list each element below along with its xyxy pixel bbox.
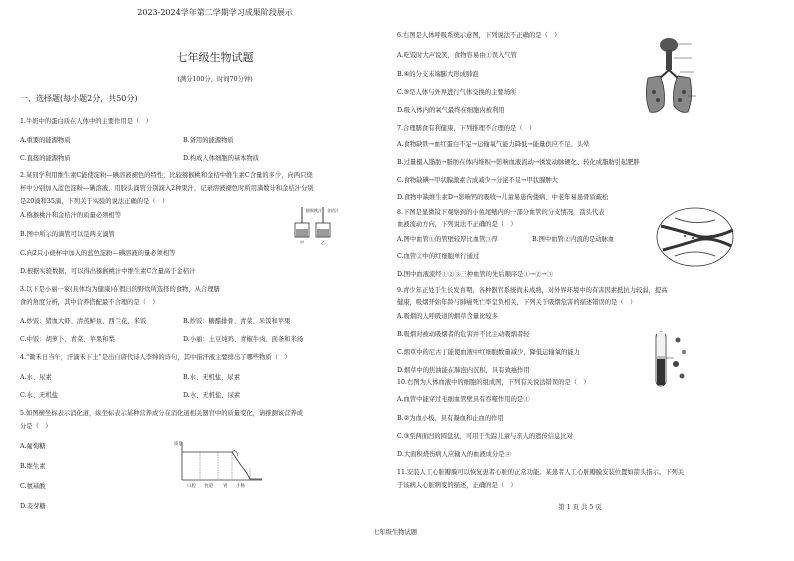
fig2-label-a: 猕猴桃汁	[306, 208, 322, 213]
fig5-xlabel-stomach: 胃	[223, 484, 228, 489]
question-1: 1.牛奶中的蛋白质在人体中的主要作用是（ ）	[20, 118, 152, 125]
fig2-label-b: 金桔汁	[327, 208, 339, 213]
fig5-ylabel: 质量	[174, 442, 183, 447]
fig2-cup-a: 甲	[300, 240, 304, 245]
q9-option-c: C.烟草中的尼古丁能使血液中红细胞数量减少，降低运输氧的能力	[397, 349, 580, 356]
fish-tail-vessel-figure	[655, 206, 739, 268]
q9-option-b: B.吸烟对被动吸烟者的危害并不比主动吸烟者轻	[397, 331, 530, 338]
fig5-xlabel-small-intestine: 小肠	[236, 484, 245, 489]
question-2-line-1: 2.某同学利用维生素C能使淀粉—碘溶液褪色的特性，比较猕猴桃和金桔中维生素C含量的多少，向两只烧	[20, 172, 313, 179]
question-5-line-1: 5.如图横坐标表示消化道，纵坐标表示某种营养成分在消化道相关器官中的质量变化，请推测该营养成	[20, 410, 304, 417]
q4-option-b: B.水、无机盐、尿素	[183, 374, 241, 381]
q8-option-b: B.图中血管②内流的是动脉血	[532, 236, 615, 243]
q4-option-a: A.水、尿素	[20, 374, 52, 381]
question-9-line-2: 健康，吸烟开始年龄与肺癌死亡率呈负相关，下列关于吸烟危害的描述错误的是（ ）	[397, 299, 637, 306]
q3-option-a: A.炒饭：猪血大虾、清蒸鲈鱼、西兰花、米饭	[20, 318, 147, 325]
q3-option-c: C.中饭：胡萝卜、青菜、苹果和梨	[20, 336, 115, 343]
page-number: 第 1 页 共 5 页	[558, 504, 602, 511]
q2-option-a: A.猕猴桃汁和金桔汁的质量必须相等	[20, 212, 122, 219]
question-11-line-2: 于该病人心脏病变的描述，正确的是（ ）	[397, 482, 517, 489]
q4-option-d: D.水、无机盐、尿素	[183, 392, 241, 399]
q2-option-c: C.向2只小烧杯中加入的蓝色淀粉—碘溶液的量必须相等	[20, 250, 176, 257]
q6-option-a: A.吃饭时大声说笑，食物容易由①误入气管	[397, 52, 517, 59]
question-3-line-1: 3.以下是小丽一家(具体均为健康)在假日的野炊所选择的食物，从合理膳	[20, 286, 220, 293]
q5-option-c: C.氨基酸	[20, 483, 46, 490]
q2-experiment-figure	[290, 205, 340, 247]
q5-option-b: B.维生素	[20, 463, 46, 470]
question-8-line-1: 8.下图是显微镜下观察到的小鱼尾鳍内的一部分血管的分支情况，箭头代表	[397, 209, 605, 216]
q3-option-b: B.炒饭：糖醋排骨、青菜、米饭和苹果	[183, 318, 291, 325]
q5-digestion-graph	[170, 438, 270, 490]
q6-option-d: D.吸入体内的氧气最终在细胞内被利用	[397, 107, 505, 114]
q7-option-d: D.食物中缺维生素D→影响钙的吸收→儿童易患佝偻病、中老年易患骨质疏松	[397, 194, 609, 201]
q10-option-c: C.③至两面凹的圆盘状，可用于失踪儿童与亲人的遗传信息比对	[397, 433, 573, 440]
question-9-line-1: 9.青少年正处于生长发育期，各种器官系统尚未成熟，对外界环境中的有害因素抵抗力较弱，提高	[397, 287, 668, 294]
q5-option-d: D.麦芽糖	[20, 503, 46, 510]
question-3-line-2: 食的角度分析，其中营养搭配最不合理的是（ ）	[20, 299, 159, 306]
fig2-cup-b: 乙	[321, 240, 325, 245]
question-2-line-3: 是20滴和35滴，下列关于实验的说法正确的是（ ）	[20, 198, 169, 205]
question-11-line-1: 11.安装人工心脏瓣膜可以恢复患者心脏的正常功能。某患者人工心脏瓣膜安装位置如箭头指示。下列关	[397, 469, 685, 476]
q6-option-c: C.⑤是人体与外界进行气体交换的主要场所	[397, 89, 517, 96]
question-7: 7.合理膳食有利健康，下列推理不合理的是（ ）	[397, 125, 536, 132]
blood-tube-figure	[650, 330, 692, 394]
q3-option-d: D.小丽：土豆炖鸡、青椒牛肉、面条和米汤	[183, 336, 304, 343]
q7-option-a: A.食物缺铁→血红蛋白不足→运输氧气能力降低→能量供应不足、头晕	[397, 141, 590, 148]
question-5-line-2: 分是（ ）	[20, 423, 52, 430]
q7-option-b: B.过量摄入脂肪→脂肪在体内堆积→影响血液流动→诱发动脉硬化、转化成脂肪引起肥胖	[397, 159, 640, 166]
q5-option-a: A.葡萄糖	[20, 443, 46, 450]
q9-option-d: D.烟草中的焦油能在肺泡内沉积，具有致癌作用	[397, 367, 530, 374]
q7-option-c: C.食物缺碘→甲状腺激素合成减少→分泌不足→甲状腺肿大	[397, 177, 558, 184]
q8-option-c: C.血管②中的红细胞单行通过	[397, 253, 480, 260]
q8-option-a: A.图中血管①的管壁较厚比血管③厚	[397, 236, 499, 243]
question-8-line-2: 血液流动方向，下列说法不正确的是（ ）	[397, 221, 517, 228]
q4-option-c: C.水、无机盐	[20, 392, 59, 399]
q1-option-b: B.备用的能源物质	[183, 137, 234, 144]
exam-subtitle: (满分100分，时间70分钟)	[177, 76, 253, 83]
footer-title: 七年级生物试题	[372, 529, 418, 536]
q2-option-d: D.根据实验数据，可以得出猕猴桃汁中维生素C含量高于金桔汁	[20, 268, 196, 275]
q2-option-b: B.图中所示的滴管可以是两支滴管	[20, 231, 115, 238]
q9-option-a: A.吸烟的人呼吸道的烟草含量比较多	[397, 313, 499, 320]
q10-option-b: B.②为血小板，具有凝血和止血的作用	[397, 415, 504, 422]
fig5-xlabel-esophagus: 食道	[204, 484, 213, 489]
page-title: 七年级生物试题	[176, 51, 254, 64]
q1-option-a: A.重要的能源物质	[20, 137, 71, 144]
question-2-line-2: 杯中分别加入蓝色淀粉—碘溶液，用胶头滴管分别滴入2种果汁，记录溶液褪色时所用滴数计和金桔汁分别	[20, 185, 314, 192]
question-10: 10.右图为人体血液中的细胞的组成图，下列有关说法错误的是（ ）	[397, 379, 590, 386]
question-6: 6.右图是人体呼吸系统示意图，下列说法不正确的是（ ）	[397, 32, 561, 39]
fig5-xlabel-mouth: 口腔	[187, 484, 196, 489]
q1-option-d: D.构成人体细胞的基本物质	[183, 155, 260, 162]
q8-option-d: D.图中血液流经①②③三种血管的先后顺序是①→②→③	[397, 271, 553, 278]
question-4: 4.“锄禾日当午，汗滴禾下土”是出自唐代诗人李绅的诗句，其中指汗液主要排出了哪些物质（ ）	[20, 354, 291, 361]
section-heading: 一、选择题(每小题2分，共50分)	[20, 94, 138, 103]
q10-option-d: D.大面积烧伤病人应输入的血液成分是④	[397, 451, 511, 458]
q1-option-c: C.直接的能源物质	[20, 155, 71, 162]
exam-header: 2023-2024学年第二学期学习成果阶段展示	[137, 8, 293, 17]
q6-option-b: B.④的分支末端膨大形成肺泡	[397, 71, 479, 78]
respiratory-system-figure	[640, 36, 698, 116]
q10-option-a: A.血管中能穿过毛细血管壁具有吞噬作用的是①	[397, 396, 530, 403]
